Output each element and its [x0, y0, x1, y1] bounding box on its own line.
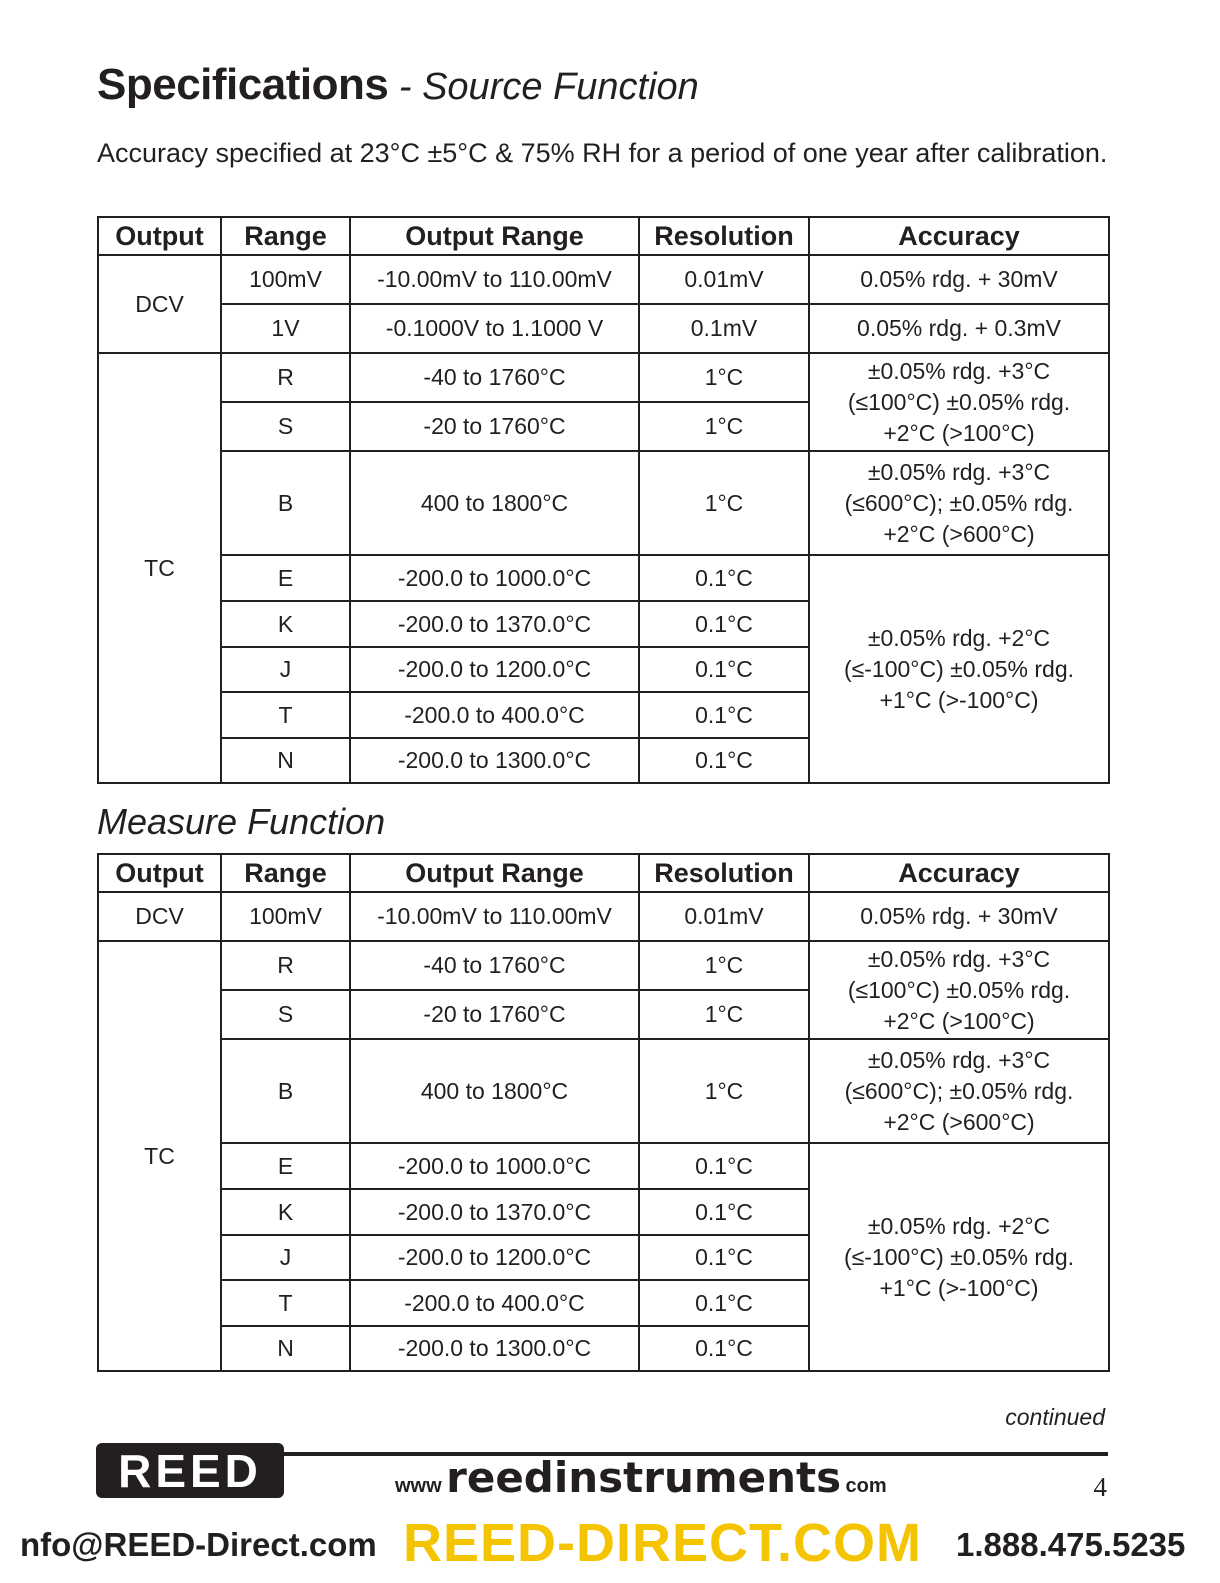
page-number: 4 [1093, 1472, 1107, 1502]
table-row [98, 892, 1109, 941]
accuracy-line: ±0.05% rdg. +2°C [867, 624, 1051, 651]
output-range-cell: -200.0 to 1300.0°C [350, 738, 639, 783]
output-range-cell: -40 to 1760°C [350, 353, 639, 402]
resolution-cell: 0.01mV [639, 255, 809, 304]
header-output: Output [98, 854, 221, 892]
table-row [98, 451, 1109, 555]
output-range-cell: -20 to 1760°C [350, 990, 639, 1039]
range-cell: K [221, 601, 350, 647]
accuracy-line: (≤600°C); ±0.05% rdg. [844, 489, 1074, 516]
output-range-cell: -200.0 to 1000.0°C [350, 555, 639, 601]
accuracy-cell-b [809, 1039, 1109, 1143]
range-cell: N [221, 1326, 350, 1371]
range-cell: J [221, 647, 350, 692]
accuracy-note: Accuracy specified at 23°C ±5°C & 75% RH for a period of one year after calibration. [97, 138, 1108, 168]
range-cell: S [221, 990, 350, 1039]
output-range-cell: 400 to 1800°C [350, 451, 639, 555]
page-title [97, 60, 699, 110]
title-subtitle: - Source Function [388, 66, 699, 108]
accuracy-line: (≤100°C) ±0.05% rdg. [847, 976, 1071, 1003]
output-range-cell: -200.0 to 1300.0°C [350, 1326, 639, 1371]
accuracy-cell: 0.05% rdg. + 30mV [809, 892, 1109, 941]
resolution-cell: 0.1°C [639, 1189, 809, 1235]
accuracy-cell: 0.05% rdg. + 30mV [809, 255, 1109, 304]
accuracy-line: ±0.05% rdg. +3°C [867, 945, 1051, 972]
contact-phone[interactable]: 1.888.475.5235 [956, 1526, 1186, 1563]
accuracy-line: +1°C (>-100°C) [879, 1274, 1039, 1301]
output-range-cell: -200.0 to 400.0°C [350, 1280, 639, 1326]
header-output-range: Output Range [350, 217, 639, 255]
resolution-cell: 0.1°C [639, 692, 809, 738]
resolution-cell: 0.1°C [639, 738, 809, 783]
accuracy-line: +2°C (>100°C) [883, 1007, 1035, 1034]
range-cell: 100mV [221, 892, 350, 941]
website-prefix: www [395, 1475, 442, 1497]
accuracy-cell-b [809, 451, 1109, 555]
table-header-row [98, 217, 1109, 255]
range-cell: B [221, 1039, 350, 1143]
header-resolution: Resolution [639, 217, 809, 255]
resolution-cell: 0.1°C [639, 647, 809, 692]
resolution-cell: 1°C [639, 402, 809, 451]
accuracy-cell-ekjtn [809, 1143, 1109, 1371]
range-cell: R [221, 941, 350, 990]
continued-note: continued [1005, 1404, 1105, 1430]
header-output: Output [98, 217, 221, 255]
table-row [98, 1143, 1109, 1189]
range-cell: E [221, 1143, 350, 1189]
accuracy-line: +2°C (>100°C) [883, 419, 1035, 446]
accuracy-line: (≤600°C); ±0.05% rdg. [844, 1077, 1074, 1104]
range-cell: 1V [221, 304, 350, 353]
accuracy-line: (≤-100°C) ±0.05% rdg. [843, 1243, 1075, 1270]
header-resolution: Resolution [639, 854, 809, 892]
table-row [98, 255, 1109, 304]
output-range-cell: -10.00mV to 110.00mV [350, 892, 639, 941]
range-cell: J [221, 1235, 350, 1280]
measure-function-heading: Measure Function [97, 801, 386, 842]
reed-direct-brand[interactable]: REED-DIRECT.COM [403, 1513, 923, 1573]
output-range-cell: -200.0 to 400.0°C [350, 692, 639, 738]
header-range: Range [221, 854, 350, 892]
table-header-row [98, 854, 1109, 892]
table-row [98, 941, 1109, 990]
resolution-cell: 0.01mV [639, 892, 809, 941]
resolution-cell: 0.1°C [639, 1235, 809, 1280]
header-range: Range [221, 217, 350, 255]
range-cell: E [221, 555, 350, 601]
accuracy-line: ±0.05% rdg. +3°C [867, 1046, 1051, 1073]
table-row [98, 353, 1109, 402]
contact-strip [0, 1512, 1220, 1583]
accuracy-line: +2°C (>600°C) [883, 520, 1035, 547]
output-range-cell: 400 to 1800°C [350, 1039, 639, 1143]
accuracy-line: ±0.05% rdg. +3°C [867, 458, 1051, 485]
accuracy-cell-rs [809, 941, 1109, 1039]
output-range-cell: -20 to 1760°C [350, 402, 639, 451]
title-main: Specifications [97, 60, 389, 109]
resolution-cell: 0.1°C [639, 1143, 809, 1189]
range-cell: S [221, 402, 350, 451]
accuracy-line: ±0.05% rdg. +2°C [867, 1212, 1051, 1239]
accuracy-cell: 0.05% rdg. + 0.3mV [809, 304, 1109, 353]
output-range-cell: -200.0 to 1370.0°C [350, 601, 639, 647]
range-cell: R [221, 353, 350, 402]
resolution-cell: 1°C [639, 353, 809, 402]
resolution-cell: 0.1°C [639, 555, 809, 601]
accuracy-cell-rs [809, 353, 1109, 451]
output-range-cell: -0.1000V to 1.1000 V [350, 304, 639, 353]
output-range-cell: -40 to 1760°C [350, 941, 639, 990]
output-range-cell: -200.0 to 1200.0°C [350, 1235, 639, 1280]
range-cell: 100mV [221, 255, 350, 304]
accuracy-line: +2°C (>600°C) [883, 1108, 1035, 1135]
logo-text: REED [118, 1444, 262, 1497]
website-suffix: com [845, 1475, 887, 1497]
table-row [98, 1039, 1109, 1143]
resolution-cell: 1°C [639, 451, 809, 555]
range-cell: N [221, 738, 350, 783]
range-cell: B [221, 451, 350, 555]
source-function-table [97, 216, 1110, 784]
header-output-range: Output Range [350, 854, 639, 892]
output-range-cell: -200.0 to 1200.0°C [350, 647, 639, 692]
resolution-cell: 1°C [639, 941, 809, 990]
table-row [98, 555, 1109, 601]
output-cell-dcv: DCV [98, 892, 221, 941]
resolution-cell: 0.1°C [639, 601, 809, 647]
output-cell-tc: TC [98, 353, 221, 783]
range-cell: T [221, 1280, 350, 1326]
range-cell: K [221, 1189, 350, 1235]
output-range-cell: -10.00mV to 110.00mV [350, 255, 639, 304]
output-cell-tc: TC [98, 941, 221, 1371]
resolution-cell: 0.1°C [639, 1326, 809, 1371]
header-accuracy: Accuracy [809, 854, 1109, 892]
reed-logo [96, 1443, 284, 1498]
output-cell-dcv: DCV [98, 255, 221, 353]
accuracy-line: (≤-100°C) ±0.05% rdg. [843, 655, 1075, 682]
resolution-cell: 1°C [639, 990, 809, 1039]
header-accuracy: Accuracy [809, 217, 1109, 255]
website-name: reedinstruments [446, 1453, 842, 1502]
output-range-cell: -200.0 to 1000.0°C [350, 1143, 639, 1189]
accuracy-line: ±0.05% rdg. +3°C [867, 357, 1051, 384]
accuracy-line: +1°C (>-100°C) [879, 686, 1039, 713]
accuracy-line: (≤100°C) ±0.05% rdg. [847, 388, 1071, 415]
website-banner [395, 1453, 887, 1502]
range-cell: T [221, 692, 350, 738]
resolution-cell: 1°C [639, 1039, 809, 1143]
accuracy-cell-ekjtn [809, 555, 1109, 783]
table-row [98, 304, 1109, 353]
contact-email[interactable]: nfo@REED-Direct.com [20, 1526, 377, 1563]
measure-function-table [97, 853, 1110, 1372]
output-range-cell: -200.0 to 1370.0°C [350, 1189, 639, 1235]
resolution-cell: 0.1°C [639, 1280, 809, 1326]
resolution-cell: 0.1mV [639, 304, 809, 353]
